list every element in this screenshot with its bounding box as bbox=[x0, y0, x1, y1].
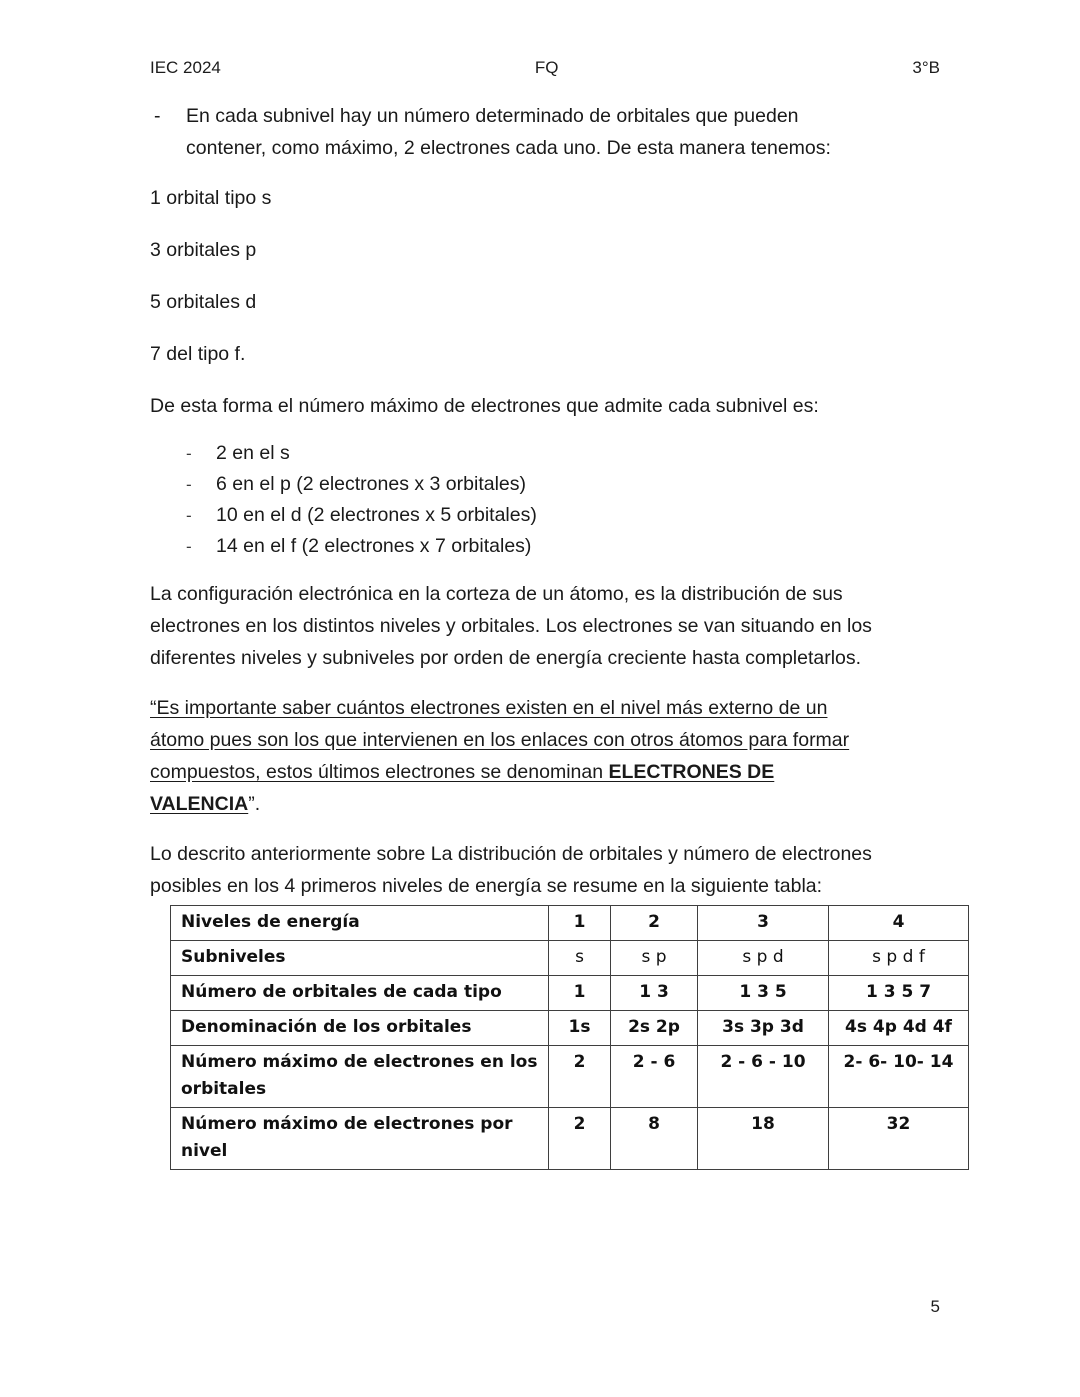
valencia-emphasis: VALENCIA bbox=[150, 793, 249, 815]
page-number: 5 bbox=[930, 1297, 940, 1316]
list-item-label: 2 en el s bbox=[216, 442, 290, 464]
orbital-line-s: 1 orbital tipo s bbox=[150, 187, 272, 209]
table-cell: 1 bbox=[549, 906, 611, 941]
table-cell: s p bbox=[611, 941, 698, 976]
list-item bbox=[150, 531, 940, 562]
table-intro-paragraph bbox=[150, 838, 940, 902]
header-center-text: FQ bbox=[534, 58, 559, 77]
paragraph-line-1: La configuración electrónica en la corteza de un átomo, es la distribución de sus bbox=[150, 583, 843, 605]
table-cell: 2 bbox=[611, 906, 698, 941]
header-left-text: IEC 2024 bbox=[150, 58, 221, 77]
table-cell: 8 bbox=[611, 1108, 698, 1170]
paragraph-line-2: electrones en los distintos niveles y orbitales. Los electrones se van situando en los bbox=[150, 615, 872, 637]
row-label: Subniveles bbox=[171, 941, 549, 976]
intro-bullet-item bbox=[150, 100, 940, 164]
orbital-line-p: 3 orbitales p bbox=[150, 239, 257, 261]
list-item bbox=[150, 469, 940, 500]
table-cell: 32 bbox=[829, 1108, 969, 1170]
table-cell: 3s 3p 3d bbox=[698, 1011, 829, 1046]
table-cell: 2 bbox=[549, 1108, 611, 1170]
table-cell: s bbox=[549, 941, 611, 976]
list-item-label: 14 en el f (2 electrones x 7 orbitales) bbox=[216, 535, 532, 557]
table-cell: 1 3 5 bbox=[698, 976, 829, 1011]
orbitals-summary-table-container bbox=[170, 905, 968, 1170]
quote-closing-punctuation: ”. bbox=[248, 793, 261, 815]
bullet-dash: - bbox=[186, 475, 192, 494]
table-cell: 2 - 6 - 10 bbox=[698, 1046, 829, 1108]
table-cell: 1 3 bbox=[611, 976, 698, 1011]
table-row bbox=[171, 1046, 969, 1108]
table-cell: 18 bbox=[698, 1108, 829, 1170]
paragraph-line-3: diferentes niveles y subniveles por orden de energía creciente hasta completarlos. bbox=[150, 647, 862, 669]
table-cell: s p d bbox=[698, 941, 829, 976]
table-row bbox=[171, 1108, 969, 1170]
table-cell: 2s 2p bbox=[611, 1011, 698, 1046]
electrones-de-valencia-emphasis: ELECTRONES DE bbox=[608, 761, 775, 783]
table-cell: 4 bbox=[829, 906, 969, 941]
valencia-quote-paragraph bbox=[150, 692, 940, 820]
table-cell: 2- 6- 10- 14 bbox=[829, 1046, 969, 1108]
bullet-dash: - bbox=[154, 105, 161, 127]
bullet-dash: - bbox=[186, 537, 192, 556]
intro-line-1: En cada subnivel hay un número determinado de orbitales que pueden bbox=[186, 105, 799, 127]
row-label: Denominación de los orbitales bbox=[171, 1011, 549, 1046]
row-label: Número máximo de electrones por nivel bbox=[171, 1108, 549, 1170]
bullet-dash: - bbox=[186, 506, 192, 525]
intro-line-2: contener, como máximo, 2 electrones cada uno. De esta manera tenemos: bbox=[186, 137, 831, 159]
row-label: Número máximo de electrones en los orbitales bbox=[171, 1046, 549, 1108]
table-cell: 3 bbox=[698, 906, 829, 941]
table-intro-line-1: Lo descrito anteriormente sobre La distribución de orbitales y número de electrones bbox=[150, 843, 872, 865]
quote-line-4 bbox=[150, 788, 940, 820]
table-intro-line-2: posibles en los 4 primeros niveles de energía se resume en la siguiente tabla: bbox=[150, 875, 823, 897]
header-right-text: 3°B bbox=[912, 58, 940, 77]
list-item-label: 10 en el d (2 electrones x 5 orbitales) bbox=[216, 504, 537, 526]
quote-line-2: átomo pues son los que intervienen en los enlaces con otros átomos para formar bbox=[150, 729, 850, 751]
table-row bbox=[171, 906, 969, 941]
table-row bbox=[171, 976, 969, 1011]
table-cell: 2 bbox=[549, 1046, 611, 1108]
orbital-line-d: 5 orbitales d bbox=[150, 291, 257, 313]
table-row bbox=[171, 941, 969, 976]
document-header bbox=[150, 58, 940, 84]
configuracion-electronica-paragraph bbox=[150, 578, 940, 674]
table-cell: 1 bbox=[549, 976, 611, 1011]
table-cell: 1 3 5 7 bbox=[829, 976, 969, 1011]
table-cell: 2 - 6 bbox=[611, 1046, 698, 1108]
list-item bbox=[150, 438, 940, 469]
document-body bbox=[150, 100, 940, 920]
max-electrons-list bbox=[150, 438, 940, 562]
list-item-label: 6 en el p (2 electrones x 3 orbitales) bbox=[216, 473, 527, 495]
table-cell: 4s 4p 4d 4f bbox=[829, 1011, 969, 1046]
orbitals-summary-table bbox=[170, 905, 969, 1170]
bullet-dash: - bbox=[186, 444, 192, 463]
quote-line-1: “Es importante saber cuántos electrones existen en el nivel más externo de un bbox=[150, 697, 828, 719]
orbital-line-f: 7 del tipo f. bbox=[150, 343, 246, 365]
max-electrons-intro: De esta forma el número máximo de electrones que admite cada subnivel es: bbox=[150, 395, 819, 417]
table-cell: 1s bbox=[549, 1011, 611, 1046]
quote-line-3-text: compuestos, estos últimos electrones se denominan bbox=[150, 761, 609, 783]
row-label: Niveles de energía bbox=[171, 906, 549, 941]
table-cell: s p d f bbox=[829, 941, 969, 976]
row-label: Número de orbitales de cada tipo bbox=[171, 976, 549, 1011]
quote-line-3 bbox=[150, 756, 940, 788]
list-item bbox=[150, 500, 940, 531]
table-row bbox=[171, 1011, 969, 1046]
